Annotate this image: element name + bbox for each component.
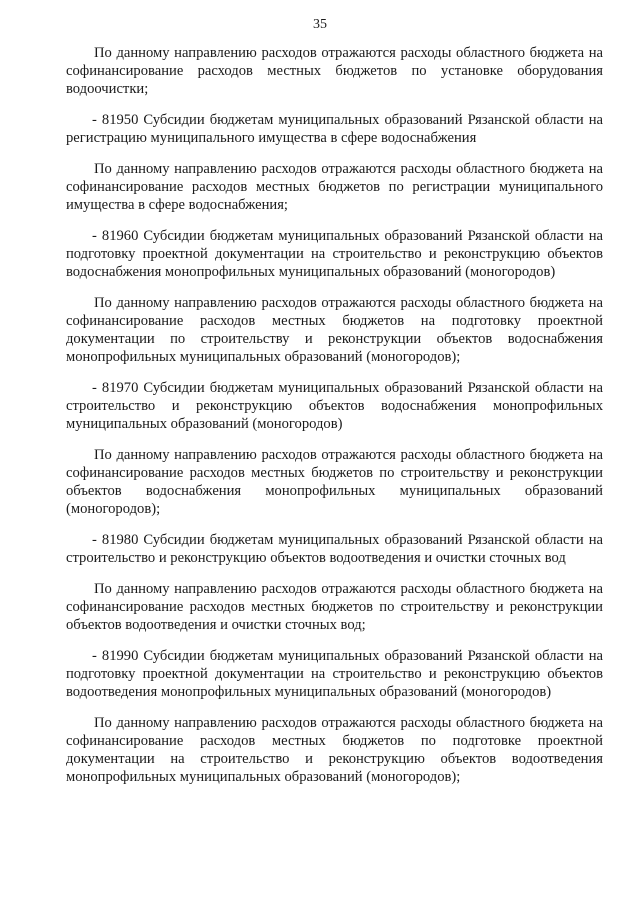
- paragraph-description: По данному направлению расходов отражаются расходы областного бюджета на софинансирование расходов местных бюджетов на подготовку проектной документации по строительству и реконструкции объектов водоснабжения монопрофильных муниципальных образований (моногородов);: [66, 295, 603, 365]
- paragraph-description: По данному направлению расходов отражаются расходы областного бюджета на софинансирование расходов местных бюджетов по строительству и реконструкции объектов водоснабжения монопрофильных муниципальных образований (моногородов);: [66, 447, 603, 517]
- page-number: 35: [313, 17, 327, 32]
- paragraph-item-81980: - 81980 Субсидии бюджетам муниципальных образований Рязанской области на строительство и реконструкцию объектов водоотведения и очистки сточных вод: [66, 532, 603, 566]
- paragraph-item-81950: - 81950 Субсидии бюджетам муниципальных образований Рязанской области на регистрацию муниципального имущества в сфере водоснабжения: [66, 112, 603, 146]
- paragraph-item-81960: - 81960 Субсидии бюджетам муниципальных образований Рязанской области на подготовку проектной документации на строительство и реконструкцию объектов водоснабжения монопрофильных муниципальных образований (моногородов): [66, 228, 603, 280]
- paragraph-description: По данному направлению расходов отражаются расходы областного бюджета на софинансирование расходов местных бюджетов по регистрации муниципального имущества в сфере водоснабжения;: [66, 161, 603, 213]
- document-body: [66, 44, 603, 799]
- paragraph-item-81990: - 81990 Субсидии бюджетам муниципальных образований Рязанской области на подготовку проектной документации на строительство и реконструкцию объектов водоотведения монопрофильных муниципальных образований (моногородов): [66, 648, 603, 700]
- paragraph-description: По данному направлению расходов отражаются расходы областного бюджета на софинансирование расходов местных бюджетов по строительству и реконструкции объектов водоотведения и очистки сточных вод;: [66, 581, 603, 633]
- paragraph-item-81970: - 81970 Субсидии бюджетам муниципальных образований Рязанской области на строительство и реконструкцию объектов водоснабжения монопрофильных муниципальных образований (моногородов): [66, 380, 603, 432]
- paragraph-description: По данному направлению расходов отражаются расходы областного бюджета на софинансирование расходов местных бюджетов по установке оборудования водоочистки;: [66, 45, 603, 97]
- paragraph-description: По данному направлению расходов отражаются расходы областного бюджета на софинансирование расходов местных бюджетов по подготовке проектной документации на строительство и реконструкцию объектов водоотведения монопрофильных муниципальных образований (моногородов);: [66, 715, 603, 785]
